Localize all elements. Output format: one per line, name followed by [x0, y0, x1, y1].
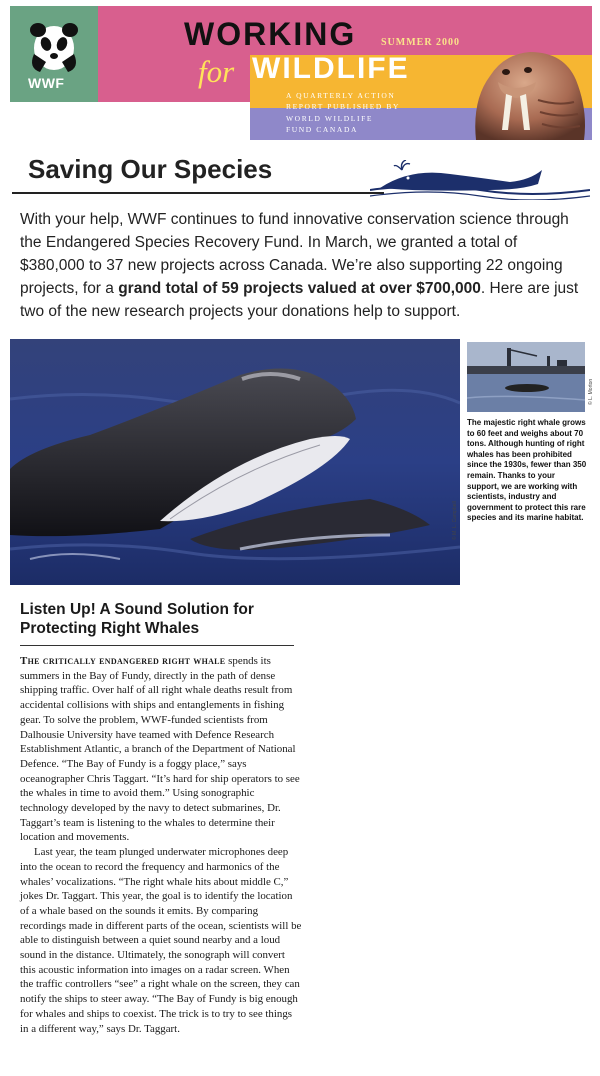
report-line: FUND CANADA [286, 125, 358, 134]
intro-paragraph [20, 208, 580, 323]
photo-caption: The majestic right whale grows to 60 feet and weighs about 70 tons. Although hunting of right whales has been prohibited since the 1930s, fewer than 350 remain. Thanks to your support, we are working with scientists, industry and government to protect this rare species and its marine habitat. [467, 418, 587, 523]
photo-credit: © L. Morton [588, 378, 594, 405]
report-line: REPORT PUBLISHED BY [286, 102, 400, 111]
article-rule [20, 645, 294, 646]
headline-rule [12, 192, 384, 194]
harbour-photo [467, 342, 585, 412]
lead-in: The critically endangered right whale [20, 655, 226, 667]
article-title: Listen Up! A Sound Solution for Protecting Right Whales [20, 601, 254, 637]
title-wildlife: WILDLIFE [252, 52, 410, 85]
article-paragraph [20, 654, 302, 845]
right-whale-photo [10, 339, 460, 585]
whale-icon [370, 160, 590, 200]
paragraph-text: spends its summers in the Bay of Fundy, directly in the path of dense shipping traffic. Over half of all right whale deaths result from accidental collisions with ships and entanglements in fishing gear. To solve the problem, WWF-funded scientists from Dalhousie University have teamed with Defence Research Establishment Atlantic, a branch of the Department of National Defence. “The Bay of Fundy is a foggy place,” says oceanographer Chris Taggart. “It’s hard for ship operators to see the whales in time to avoid them.” Using sonographic technology developed by the navy to detect submarines, Dr. Taggart’s team is listening to the whales to determine their location and movements. [20, 655, 300, 844]
title-for: for [198, 54, 235, 89]
intro-text: . Here are just two of the new research projects your donations help to support. [20, 280, 579, 320]
intro-highlight: grand total of 59 projects valued at over $700,000 [118, 280, 481, 297]
intro-text: With your help, WWF continues to fund innovative conservation science through the Endangered Species Recovery Fund. In March, we granted a total of $380,000 to 37 new projects across Canada. We’re also supporting 22 ongoing projects, for a [20, 211, 569, 297]
title-working: WORKING [184, 16, 357, 52]
photo-credit: © M. L. Campbell [452, 501, 458, 540]
article-body [20, 654, 302, 1036]
logo-text: WWF [28, 75, 65, 91]
page-headline: Saving Our Species [28, 154, 273, 184]
report-line: WORLD WILDLIFE [286, 114, 374, 123]
walrus-photo [468, 40, 592, 140]
issue-season: SUMMER 2000 [381, 37, 461, 48]
report-line: A QUARTERLY ACTION [286, 91, 396, 100]
article-paragraph: Last year, the team plunged underwater microphones deep into the ocean to record the frequency and harmonics of the whales’ vocalizations. “The right whale hits about middle C,” jokes Dr. Taggart. This year, the goal is to identify the location of a whale based on the sounds it emits. By comparing recordings made in different parts of the ocean, scientists will be able to distinguish between a quiet sound nearby and a loud sound in the distance. Ultimately, the sonograph will convert this acoustic information into images on a radar screen. When the traffic controllers “see” a right whale on the screen, they can notify the ships to steer away. “The Bay of Fundy is big enough for whales and ships to coexist. The trick is to try to see things in a different way,” says Dr. Taggart. [20, 846, 302, 1035]
